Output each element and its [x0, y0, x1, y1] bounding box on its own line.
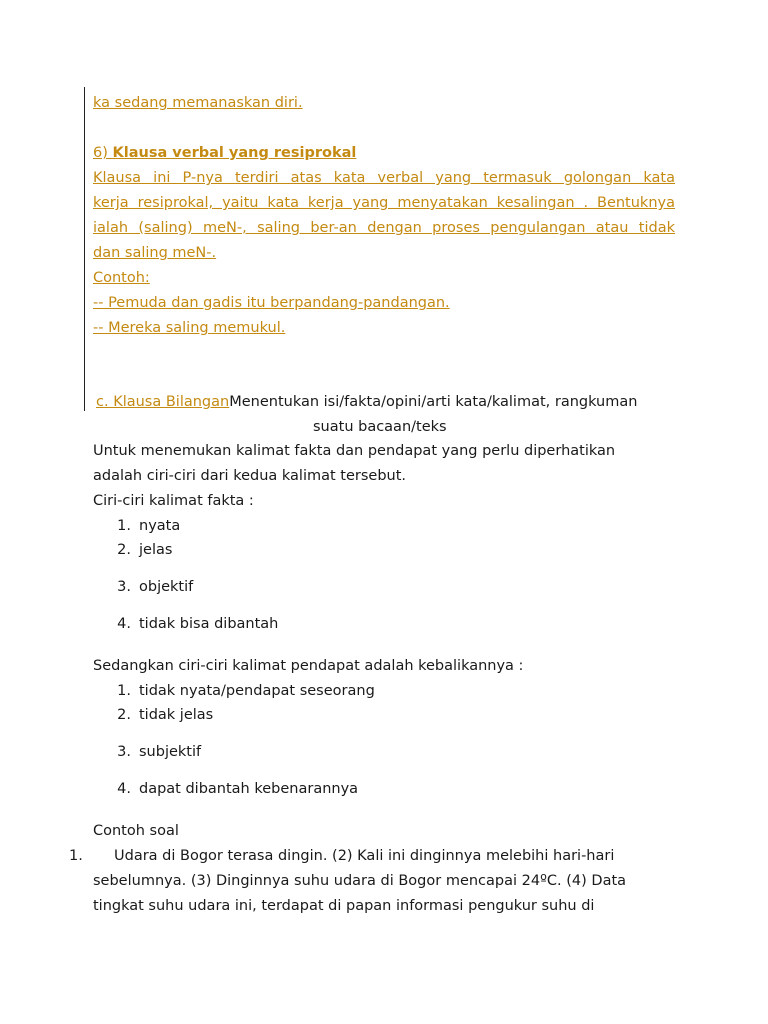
tracked-para-line-4: dan saling meN-.	[93, 245, 217, 261]
intro-line-1: Untuk menemukan kalimat fakta dan pendapat yang perlu diperhatikan	[93, 443, 616, 459]
fakta-item-1: nyata	[139, 518, 181, 534]
pendapat-item-4: dapat dibantah kebenarannya	[139, 781, 359, 797]
section-c-label: c. Klausa Bilangan	[96, 394, 230, 410]
pendapat-label: Sedangkan ciri-ciri kalimat pendapat adalah kebalikannya :	[93, 658, 524, 674]
tracked-heading	[93, 143, 356, 163]
title-line-2: suatu bacaan/teks	[313, 419, 447, 435]
fakta-num-2: 2.	[117, 542, 131, 558]
pendapat-num-4: 4.	[117, 781, 131, 797]
fakta-num-1: 1.	[117, 518, 131, 534]
heading-title: Klausa verbal yang resiprokal	[112, 145, 357, 161]
heading-number: 6)	[93, 145, 108, 161]
tracked-para-line-2	[93, 193, 675, 213]
para-line-text: kerja resiprokal, yaitu kata kerja yang menyatakan kesalingan . Bentuknya	[93, 195, 675, 211]
tracked-example-1: -- Pemuda dan gadis itu berpandang-pandangan.	[93, 295, 450, 311]
pendapat-item-2: tidak jelas	[139, 707, 214, 723]
fakta-label: Ciri-ciri kalimat fakta :	[93, 493, 254, 509]
pendapat-item-1: tidak nyata/pendapat seseorang	[139, 683, 375, 699]
fakta-num-3: 3.	[117, 579, 131, 595]
soal-line-3: tingkat suhu udara ini, terdapat di papan informasi pengukur suhu di	[93, 898, 595, 914]
soal-line-1: Udara di Bogor terasa dingin. (2) Kali ini dinginnya melebihi hari-hari	[114, 848, 615, 864]
fakta-num-4: 4.	[117, 616, 131, 632]
soal-number: 1.	[69, 848, 83, 864]
pendapat-num-1: 1.	[117, 683, 131, 699]
intro-line-2: adalah ciri-ciri dari kedua kalimat tersebut.	[93, 468, 407, 484]
title-line-1	[96, 392, 637, 412]
pendapat-item-3: subjektif	[139, 744, 202, 760]
tracked-contoh-label: Contoh:	[93, 270, 150, 286]
fakta-item-4: tidak bisa dibantah	[139, 616, 279, 632]
contoh-soal-label: Contoh soal	[93, 823, 179, 839]
para-line-text: Klausa ini P-nya terdiri atas kata verbal yang termasuk golongan kata	[93, 170, 675, 186]
tracked-para-line-3	[93, 218, 675, 238]
title-text: Menentukan isi/fakta/opini/arti kata/kalimat, rangkuman	[229, 394, 638, 410]
tracked-para-line-1	[93, 168, 675, 188]
soal-line-2: sebelumnya. (3) Dinginnya suhu udara di Bogor mencapai 24ºC. (4) Data	[93, 873, 627, 889]
fakta-item-2: jelas	[139, 542, 173, 558]
revision-bar	[84, 87, 85, 411]
tracked-line-top: ka sedang memanaskan diri.	[93, 95, 303, 111]
tracked-example-2: -- Mereka saling memukul.	[93, 320, 286, 336]
pendapat-num-2: 2.	[117, 707, 131, 723]
pendapat-num-3: 3.	[117, 744, 131, 760]
fakta-item-3: objektif	[139, 579, 194, 595]
para-line-text: ialah (saling) meN-, saling ber-an dengan proses pengulangan atau tidak	[93, 220, 675, 236]
